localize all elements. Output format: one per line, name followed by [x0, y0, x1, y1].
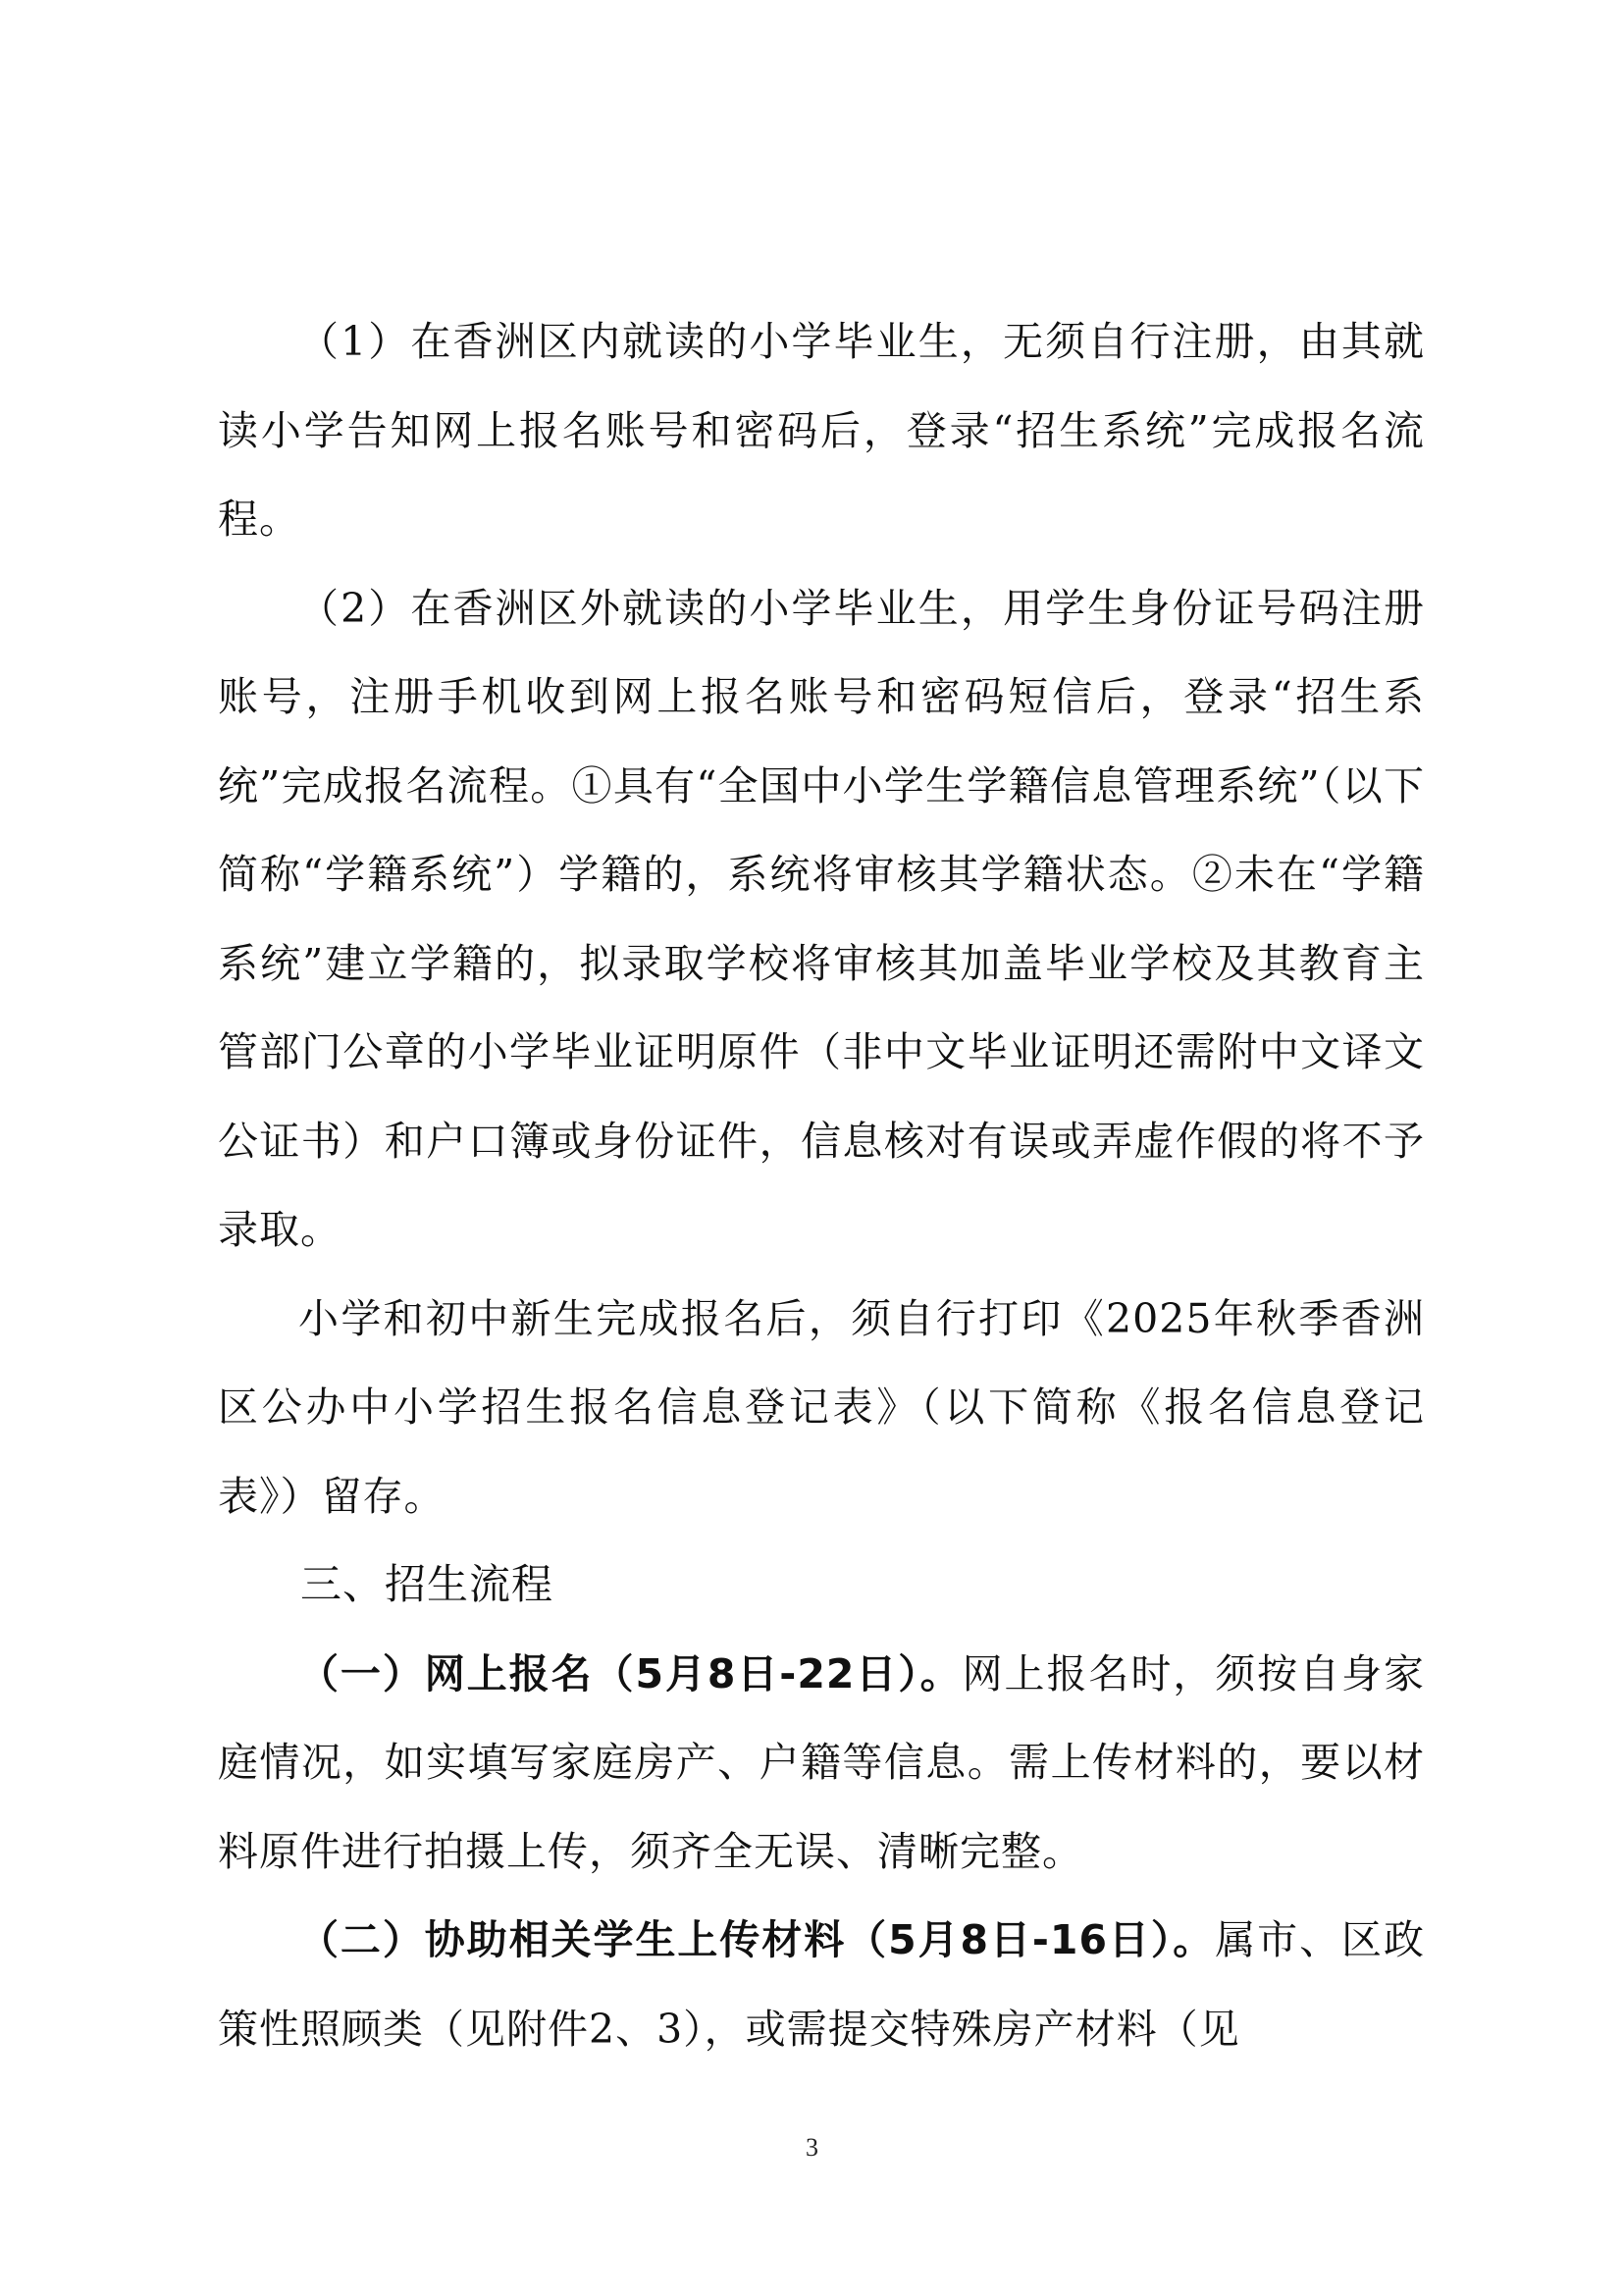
- item-upload-assistance-body: 属市、区政策性照顾类（见附件2、3），或需提交特殊房产材料（见: [218, 1916, 1425, 2053]
- page-number: 3: [806, 2133, 818, 2162]
- item-upload-assistance-title: （二）协助相关学生上传材料（5月8日-16日）。: [298, 1916, 1216, 1963]
- paragraph-in-district-graduates: （1）在香洲区内就读的小学毕业生，无须自行注册，由其就读小学告知网上报名账号和密码后，登录“招生系统”完成报名流程。: [218, 318, 1425, 543]
- paragraph-out-district-graduates: （2）在香洲区外就读的小学毕业生，用学生身份证号码注册账号，注册手机收到网上报名账号和密码短信后，登录“招生系统”完成报名流程。①具有“全国中小学生学籍信息管理系统”（以下简称“学籍系统”）学籍的，系统将审核其学籍状态。②未在“学籍系统”建立学籍的，拟录取学校将审核其加盖毕业学校及其教育主管部门公章的小学毕业证明原件（非中文毕业证明还需附中文译文公证书）和户口簿或身份证件，信息核对有误或弄虚作假的将不予录取。: [218, 584, 1425, 1253]
- item-online-registration: [218, 1630, 1425, 1897]
- paragraph-print-registration-form: 小学和初中新生完成报名后，须自行打印《2025年秋季香洲区公办中小学招生报名信息登记表》（以下简称《报名信息登记表》）留存。: [218, 1294, 1425, 1520]
- item-online-registration-body: 网上报名时，须按自身家庭情况，如实填写家庭房产、户籍等信息。需上传材料的，要以材料原件进行拍摄上传，须齐全无误、清晰完整。: [218, 1649, 1425, 1875]
- item-upload-assistance: [218, 1896, 1425, 2073]
- document-body: [218, 297, 1425, 2073]
- item-online-registration-title: （一）网上报名（5月8日-22日）。: [298, 1649, 963, 1697]
- section-heading-enrollment-process: 三、招生流程: [300, 1560, 554, 1608]
